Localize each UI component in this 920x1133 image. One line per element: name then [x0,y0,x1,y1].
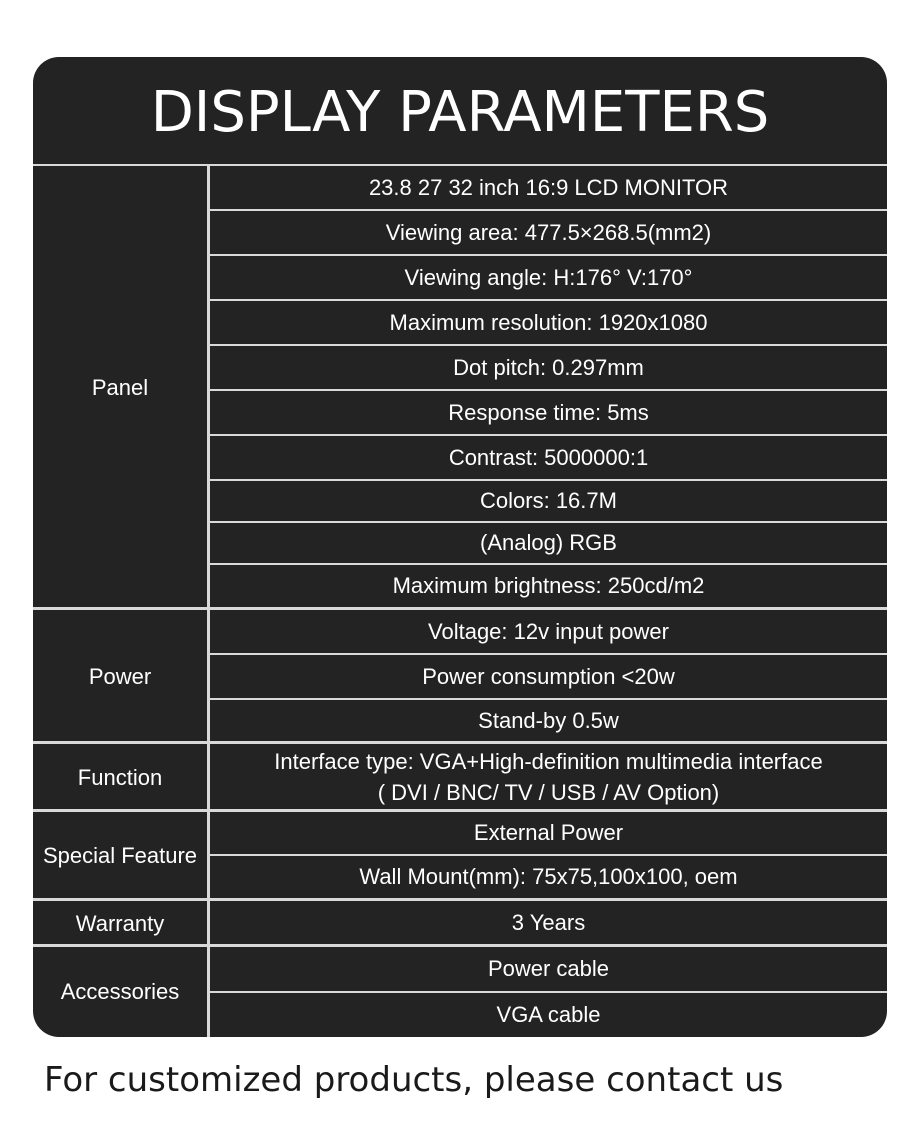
page-title: DISPLAY PARAMETERS [150,80,770,145]
spec-row: Power cable [487,956,610,982]
spec-group-power [33,610,887,744]
spec-row: Maximum brightness: 250cd/m2 [392,573,705,599]
spec-row: ( DVI / BNC/ TV / USB / AV Option) [377,780,720,806]
spec-row: Power consumption <20w [422,663,675,689]
spec-row: Viewing angle: H:176° V:170° [404,264,693,290]
group-label-power: Power [88,663,152,689]
spec-row: Dot pitch: 0.297mm [453,354,644,380]
group-label-panel: Panel [91,374,149,400]
spec-row: Contrast: 5000000:1 [448,444,649,470]
spec-row: Wall Mount(mm): 75x75,100x100, oem [359,864,738,890]
spec-group-accessories [33,947,887,1037]
spec-row: Colors: 16.7M [480,488,617,514]
spec-group-function [33,744,887,812]
spec-row: VGA cable [496,1002,601,1028]
spec-row: Interface type: VGA+High-definition multimedia interface [274,749,823,775]
group-label-special-feature: Special Feature [42,843,198,869]
spec-row: Stand-by 0.5w [478,707,619,733]
group-label-function: Function [77,764,163,790]
group-label-accessories: Accessories [60,978,180,1004]
spec-row: External Power [473,820,624,846]
spec-group-special-feature [33,812,887,901]
spec-row: Viewing area: 477.5×268.5(mm2) [385,219,712,245]
parameters-card [33,57,887,1037]
spec-row: Maximum resolution: 1920x1080 [389,309,708,335]
spec-group-panel [33,166,887,610]
spec-row: 23.8 27 32 inch 16:9 LCD MONITOR [368,174,729,200]
spec-row: Voltage: 12v input power [428,618,669,644]
spec-row: Response time: 5ms [448,399,649,425]
group-label-warranty: Warranty [75,910,165,936]
spec-row: (Analog) RGB [480,530,617,556]
spec-group-warranty [33,901,887,947]
contact-note: For customized products, please contact us [44,1060,784,1100]
spec-row: 3 Years [511,909,586,935]
